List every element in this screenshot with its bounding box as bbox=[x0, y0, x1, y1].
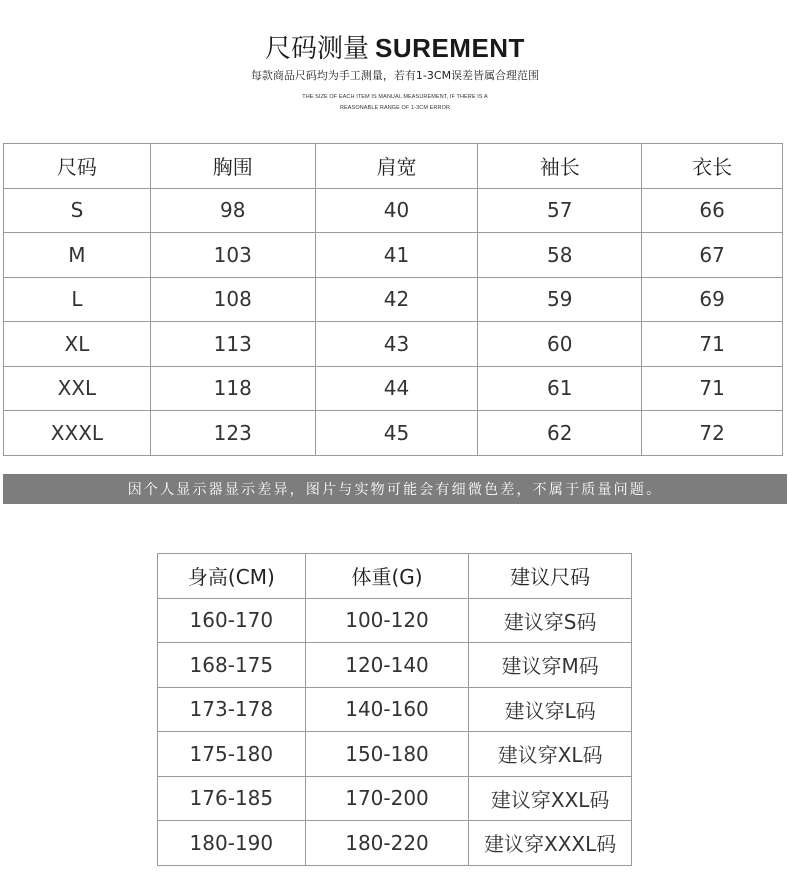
table-cell: 170-200 bbox=[305, 776, 469, 821]
table-cell: 140-160 bbox=[305, 687, 469, 732]
table-cell: 42 bbox=[315, 277, 478, 322]
table-cell: 173-178 bbox=[158, 687, 306, 732]
table-row bbox=[158, 598, 632, 643]
table-cell: 建议穿XL码 bbox=[469, 732, 632, 777]
table-cell: 108 bbox=[150, 277, 315, 322]
table-cell: 180-190 bbox=[158, 821, 306, 866]
size-table bbox=[3, 143, 783, 456]
table-row bbox=[4, 277, 783, 322]
header-cell: 尺码 bbox=[4, 144, 151, 189]
table-cell: 118 bbox=[150, 366, 315, 411]
table-row bbox=[4, 366, 783, 411]
table-cell: 123 bbox=[150, 411, 315, 456]
table-cell: 160-170 bbox=[158, 598, 306, 643]
table-cell: 71 bbox=[642, 322, 783, 367]
english-note-line-2: REASONABLE RANGE OF 1-3CM ERROR bbox=[339, 105, 451, 111]
table-cell: 41 bbox=[315, 233, 478, 278]
page-title bbox=[0, 33, 790, 64]
table-cell: 175-180 bbox=[158, 732, 306, 777]
table-cell: 120-140 bbox=[305, 643, 469, 688]
table-cell: 66 bbox=[642, 188, 783, 233]
table-cell: 建议穿XXXL码 bbox=[469, 821, 632, 866]
table-row bbox=[158, 687, 632, 732]
title-cn: 尺码测量 bbox=[265, 34, 370, 64]
table-cell: 建议穿M码 bbox=[469, 643, 632, 688]
header-cell: 衣长 bbox=[642, 144, 783, 189]
table-cell: 69 bbox=[642, 277, 783, 322]
header-cell: 胸围 bbox=[150, 144, 315, 189]
banner-text: 因个人显示器显示差异，图片与实物可能会有细微色差，不属于质量问题。 bbox=[127, 482, 663, 498]
table-cell: 建议穿S码 bbox=[469, 598, 632, 643]
color-disclaimer-banner bbox=[3, 474, 787, 504]
table-cell: 建议穿XXL码 bbox=[469, 776, 632, 821]
table-cell: XL bbox=[4, 322, 151, 367]
header-cell: 肩宽 bbox=[315, 144, 478, 189]
table-cell: M bbox=[4, 233, 151, 278]
table-cell: S bbox=[4, 188, 151, 233]
table-cell: 113 bbox=[150, 322, 315, 367]
header-cell: 体重(G) bbox=[305, 554, 469, 599]
table-row bbox=[158, 643, 632, 688]
table-cell: 98 bbox=[150, 188, 315, 233]
table-cell: 71 bbox=[642, 366, 783, 411]
title-en: SUREMENT bbox=[375, 33, 525, 63]
table-row bbox=[4, 188, 783, 233]
table-cell: 176-185 bbox=[158, 776, 306, 821]
size-recommendation-table bbox=[157, 553, 632, 866]
table-cell: 45 bbox=[315, 411, 478, 456]
table-row bbox=[4, 411, 783, 456]
table-cell: 72 bbox=[642, 411, 783, 456]
table-cell: 40 bbox=[315, 188, 478, 233]
table-row bbox=[158, 821, 632, 866]
size-table-header-row bbox=[4, 144, 783, 189]
recommend-header-row bbox=[158, 554, 632, 599]
table-cell: 103 bbox=[150, 233, 315, 278]
table-cell: 67 bbox=[642, 233, 783, 278]
table-cell: 43 bbox=[315, 322, 478, 367]
table-cell: 61 bbox=[478, 366, 642, 411]
table-row bbox=[158, 776, 632, 821]
table-cell: 60 bbox=[478, 322, 642, 367]
table-cell: 44 bbox=[315, 366, 478, 411]
table-cell: XXL bbox=[4, 366, 151, 411]
table-cell: 168-175 bbox=[158, 643, 306, 688]
table-row bbox=[158, 732, 632, 777]
header-cell: 建议尺码 bbox=[469, 554, 632, 599]
table-cell: 62 bbox=[478, 411, 642, 456]
table-cell: 建议穿L码 bbox=[469, 687, 632, 732]
table-cell: XXXL bbox=[4, 411, 151, 456]
header-cell: 身高(CM) bbox=[158, 554, 306, 599]
table-cell: 59 bbox=[478, 277, 642, 322]
table-cell: 100-120 bbox=[305, 598, 469, 643]
table-row bbox=[4, 322, 783, 367]
table-cell: 180-220 bbox=[305, 821, 469, 866]
subtitle: 每款商品尺码均为手工测量，若有1-3CM误差皆属合理范围 bbox=[250, 69, 540, 82]
table-cell: 150-180 bbox=[305, 732, 469, 777]
table-cell: 57 bbox=[478, 188, 642, 233]
header-cell: 袖长 bbox=[478, 144, 642, 189]
english-note-line-1: THE SIZE OF EACH ITEM IS MANUAL MEASUREMENT, IF THERE IS A bbox=[302, 94, 488, 100]
table-cell: 58 bbox=[478, 233, 642, 278]
table-cell: L bbox=[4, 277, 151, 322]
table-row bbox=[4, 233, 783, 278]
